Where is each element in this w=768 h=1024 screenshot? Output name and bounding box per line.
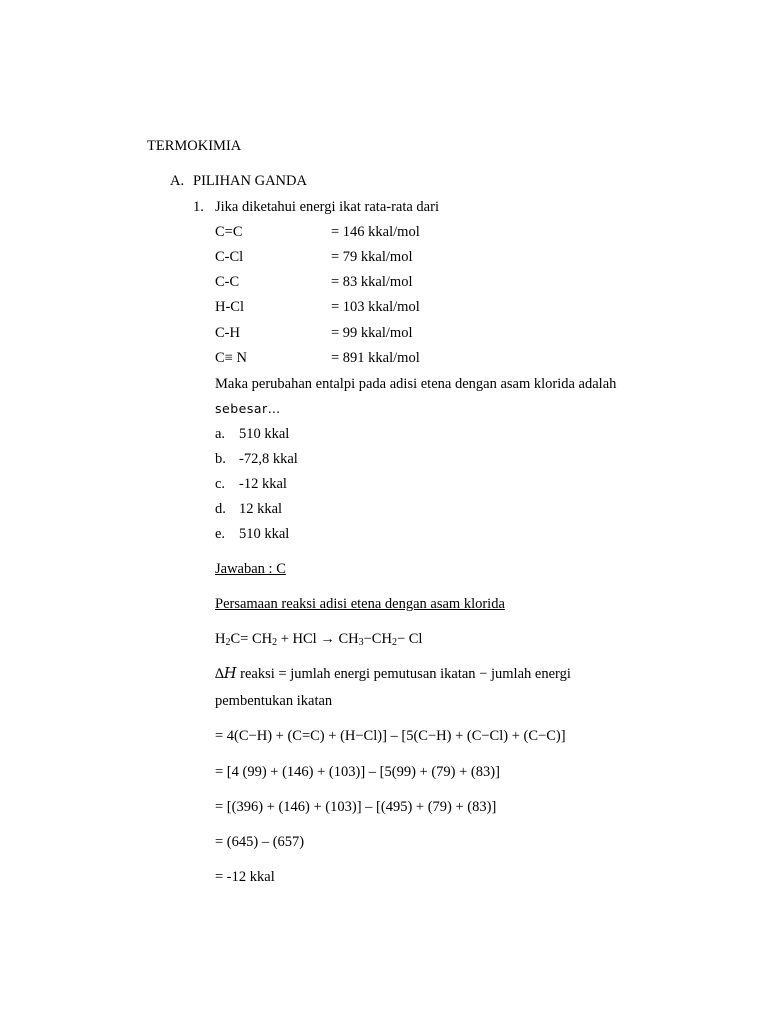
document-title: TERMOKIMIA (147, 138, 242, 154)
bond-name: H-Cl (215, 299, 244, 315)
calculation-step: = (645) – (657) (215, 834, 305, 850)
bond-value: = 79 kkal/mol (331, 249, 413, 265)
bond-name: C-H (215, 325, 240, 341)
calculation-step: = -12 kkal (215, 869, 275, 885)
bond-name: C=C (215, 224, 243, 240)
subscript: 2 (391, 637, 397, 648)
equation-part: −CH (363, 631, 392, 647)
calculation-step: = [4 (99) + (146) + (103)] – [5(99) + (79) + (83)] (215, 764, 500, 780)
option-letter: d. (215, 501, 226, 517)
section-letter: A. (170, 173, 185, 189)
option-text: -72,8 kkal (239, 451, 298, 467)
section-title: PILIHAN GANDA (193, 173, 307, 189)
calculation-step: = 4(C−H) + (C=C) + (H−Cl)] – [5(C−H) + (C−Cl) + (C−C)] (215, 728, 566, 744)
answer-label: Jawaban : C (215, 561, 286, 577)
question-intro: Jika diketahui energi ikat rata-rata dari (215, 199, 439, 215)
bond-name: C-Cl (215, 249, 244, 265)
delta-h-definition: ∆𝐻 reaksi = jumlah energi pemutusan ikatan − jumlah energi (215, 666, 571, 682)
bond-value: = 83 kkal/mol (331, 274, 413, 290)
option-letter: e. (215, 526, 226, 542)
question-prompt: Maka perubahan entalpi pada adisi etena dengan asam klorida adalah (215, 376, 617, 392)
option-text: -12 kkal (239, 476, 287, 492)
reaction-equation (215, 630, 422, 648)
question-prompt-continued: sebesar… (215, 401, 281, 416)
option-letter: c. (215, 476, 226, 492)
option-letter: a. (215, 426, 226, 442)
option-text: 12 kkal (239, 501, 283, 517)
question-number: 1. (193, 199, 204, 215)
subscript: 2 (272, 637, 278, 648)
bond-name: C-C (215, 274, 240, 290)
equation-part: − Cl (396, 631, 423, 647)
option-letter: b. (215, 451, 226, 467)
bond-value: = 103 kkal/mol (331, 299, 420, 315)
option-text: 510 kkal (239, 426, 290, 442)
bond-value: = 146 kkal/mol (331, 224, 420, 240)
subscript: 3 (358, 637, 364, 648)
equation-part: + HCl → CH (277, 631, 359, 647)
delta-h-definition-continued: pembentukan ikatan (215, 693, 333, 709)
bond-name: C≡ N (215, 350, 247, 366)
equation-part: C= CH (230, 631, 273, 647)
subscript: 2 (225, 637, 231, 648)
reaction-heading: Persamaan reaksi adisi etena dengan asam klorida (215, 596, 505, 612)
bond-value: = 891 kkal/mol (331, 350, 420, 366)
bond-value: = 99 kkal/mol (331, 325, 413, 341)
equation-part: H (215, 631, 226, 647)
option-text: 510 kkal (239, 526, 290, 542)
calculation-step: = [(396) + (146) + (103)] – [(495) + (79) + (83)] (215, 799, 497, 815)
